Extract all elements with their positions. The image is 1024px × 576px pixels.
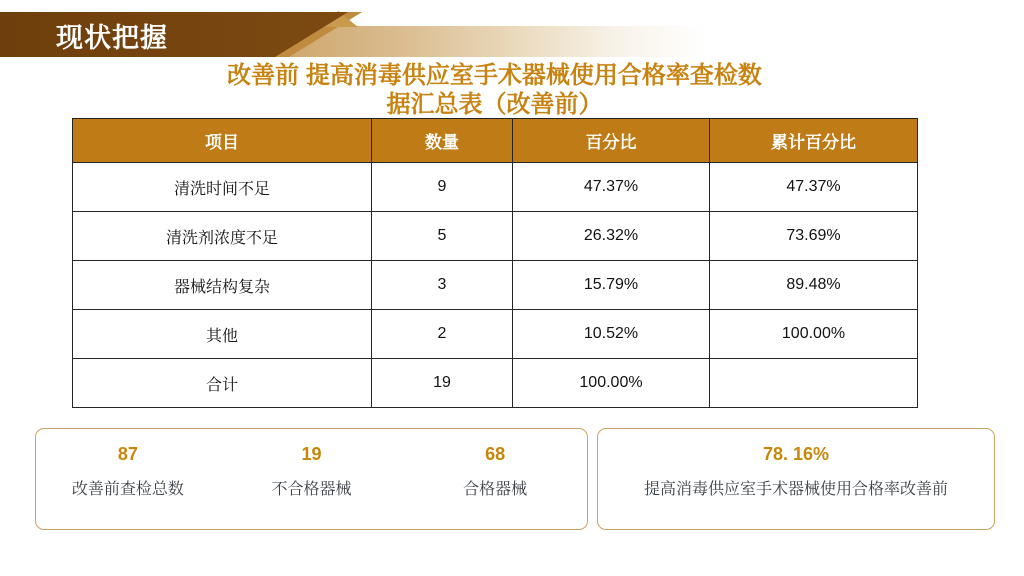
table-cell: 100.00% [513, 359, 710, 408]
table-cell: 15.79% [513, 261, 710, 310]
table-cell: 10.52% [513, 310, 710, 359]
table-row [73, 310, 918, 359]
stat-label: 合格器械 [463, 481, 528, 498]
table-row [73, 163, 918, 212]
column-header: 数量 [372, 119, 513, 163]
stat-value: 19 [301, 444, 322, 464]
table-cell: 2 [372, 310, 513, 359]
column-header: 项目 [73, 119, 372, 163]
stat-item [36, 444, 220, 529]
table-cell: 清洗时间不足 [73, 163, 372, 212]
table-cell: 3 [372, 261, 513, 310]
table-cell: 47.37% [513, 163, 710, 212]
pass-rate-label: 提高消毒供应室手术器械使用合格率改善前 [643, 481, 948, 498]
table-cell: 73.69% [710, 212, 918, 261]
stat-label: 不合格器械 [271, 481, 352, 498]
column-header: 累计百分比 [710, 119, 918, 163]
table-header-row [73, 119, 918, 163]
table-cell: 器械结构复杂 [73, 261, 372, 310]
table-cell: 清洗剂浓度不足 [73, 212, 372, 261]
pass-rate-box [597, 428, 995, 530]
banner-ribbon-gradient [268, 26, 704, 57]
table-row [73, 261, 918, 310]
table-cell: 19 [372, 359, 513, 408]
table-row [73, 212, 918, 261]
summary-table [72, 118, 918, 408]
page-title-line2: 据汇总表（改善前） [386, 91, 603, 118]
banner-title: 现状把握 [56, 23, 168, 53]
stat-label: 改善前查检总数 [71, 481, 184, 498]
pass-rate-value: 78. 16% [762, 444, 830, 464]
table-row [73, 359, 918, 408]
table-cell: 9 [372, 163, 513, 212]
table-cell [710, 359, 918, 408]
table-cell: 89.48% [710, 261, 918, 310]
pre-improvement-stats-box [35, 428, 588, 530]
stat-value: 87 [117, 444, 138, 464]
page-title [72, 61, 917, 119]
table-cell: 其他 [73, 310, 372, 359]
table-cell: 5 [372, 212, 513, 261]
table-cell: 100.00% [710, 310, 918, 359]
table-cell: 47.37% [710, 163, 918, 212]
table-cell: 26.32% [513, 212, 710, 261]
stat-value: 68 [485, 444, 506, 464]
table-cell: 合计 [73, 359, 372, 408]
stat-item [220, 444, 404, 529]
page-title-line1: 改善前 提高消毒供应室手术器械使用合格率查检数 [227, 62, 762, 89]
column-header: 百分比 [513, 119, 710, 163]
stat-item [403, 444, 587, 529]
